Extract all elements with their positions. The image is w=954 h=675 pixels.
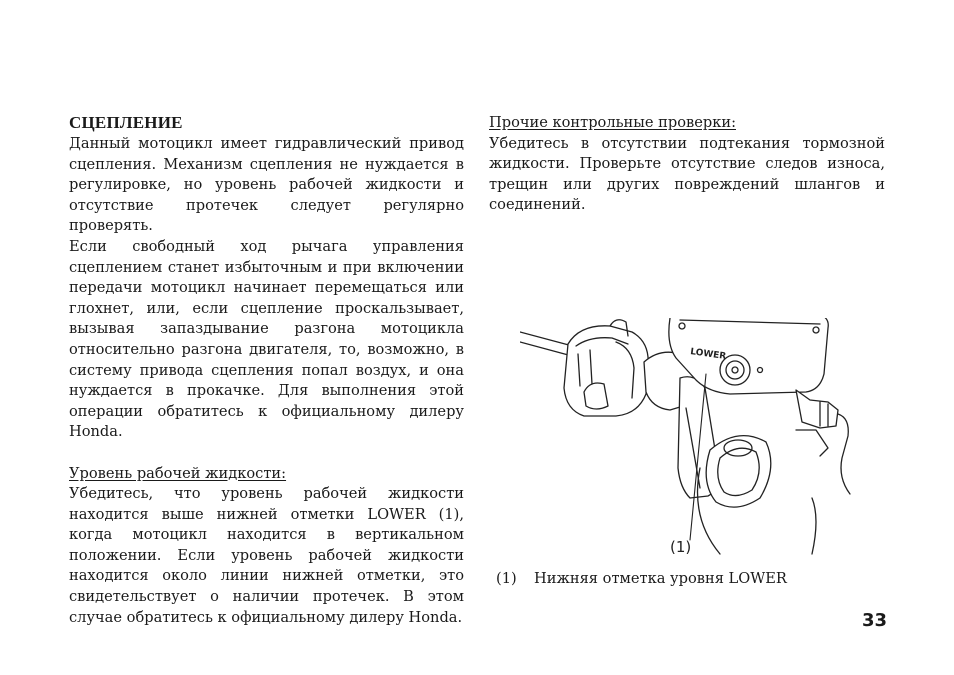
switch-housing [564,326,648,416]
left-column [69,112,464,628]
lower-assembly [706,436,771,508]
section-heading: СЦЕПЛЕНИЕ [69,113,183,132]
clutch-air-paragraph: Если свободный ход рычага управления сцеплением станет избыточным и при включении передачи мотоцикл начинает перемещаться или глохнет, или, если сцепление проскальзывает, вызывая запаздывание разгона мотоцикла относительно разгона двигателя, то, возможно, в систему привода сцепления попал воздух, и она нуждается в прокачке. Для выполнения этой операции обратитесь к официальному дилеру Honda. [69,237,464,441]
clutch-intro-paragraph: Данный мотоцикл имеет гидравлический привод сцепления. Механизм сцепления не нуждается в регулировке, но уровень рабочей жидкости и отсутствие протечек следует регулярно проверять. [69,135,464,235]
page-number: 33 [862,610,888,631]
figure-caption [496,569,787,589]
right-column [489,113,885,216]
caption-number: (1) [496,570,517,587]
lower-mark-label: LOWER [689,347,727,362]
fluid-level-subheading: Уровень рабочей жидкости: [69,464,287,482]
fluid-level-paragraph: Убедитесь, что уровень рабочей жидкости находится выше нижней отметки LOWER (1), когда мотоцикл находится в вертикальном положении. Если уровень рабочей жидкости находится около линии нижней отметки, это свидетельствует о наличии протечек. В этом случае обратитесь к официальному дилеру Honda. [69,485,464,626]
callout-label: (1) [670,538,692,556]
caption-text: Нижняя отметка уровня LOWER [534,570,787,587]
other-checks-paragraph: Убедитесь в отсутствии подтекания тормозной жидкости. Проверьте отсутствие следов износа, трещин или других повреждений шлангов и соединений. [489,134,885,214]
clutch-reservoir-illustration [520,318,860,558]
other-checks-subheading: Прочие контрольные проверки: [489,114,736,131]
